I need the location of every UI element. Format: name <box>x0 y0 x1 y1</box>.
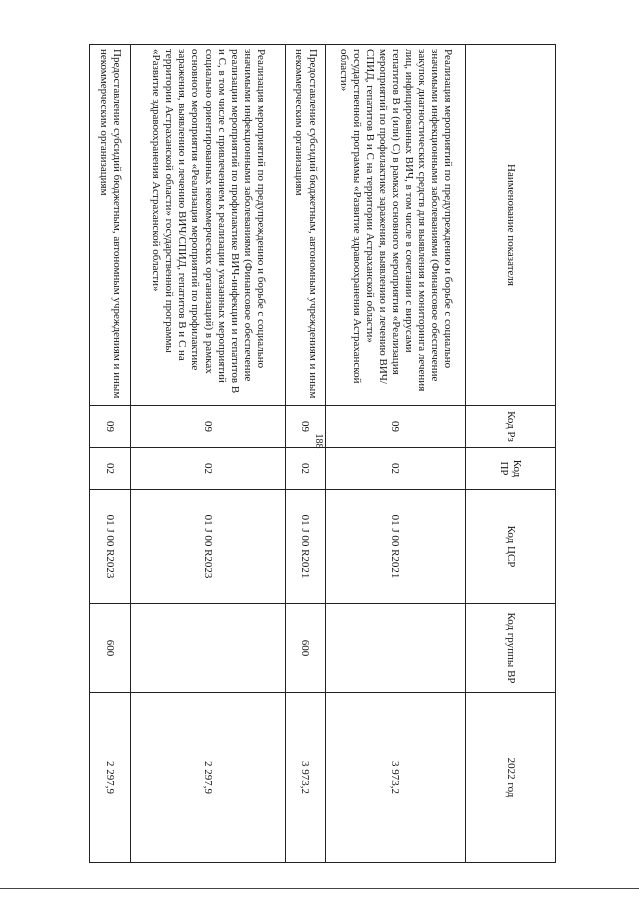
row-code-pr: 02 <box>131 448 286 490</box>
row-name: Реализация мероприятий по предупреждению и борьбе с социально значимыми инфекционными заболеваниями (Финансовое обеспечение реализации мероприятий по профилактике ВИЧ-инфекции и гепатитов В и С, в том числе с привлечением к реализации указанных мероприятий социально ориентированных некоммерческих организаций) в рамках основного мероприятия «Реализация мероприятий по профилактике заражения, выявлению и лечению ВИЧ/СПИД, гепатитов В и С на территории Астраханской области» государственной программы «Развитие здравоохранения Астраханской области» <box>131 45 286 406</box>
row-code-vr: 600 <box>286 604 326 693</box>
row-code-pr: 02 <box>90 448 131 490</box>
row-code-vr <box>326 604 466 693</box>
row-code-rz: 09 <box>326 406 466 448</box>
budget-table <box>89 44 556 863</box>
row-code-csr: 01 J 00 R2021 <box>326 490 466 604</box>
row-amount: 3 973,2 <box>286 693 326 863</box>
row-name: Предоставление субсидий бюджетным, автономным учреждениям и иным некоммерческим организациям <box>90 45 131 406</box>
header-code-rz: Код Рз <box>466 406 556 448</box>
row-code-vr <box>131 604 286 693</box>
row-amount: 3 973,2 <box>326 693 466 863</box>
row-amount: 2 297,9 <box>131 693 286 863</box>
row-code-csr: 01 J 00 R2023 <box>131 490 286 604</box>
row-code-rz: 09 <box>90 406 131 448</box>
table-row <box>326 45 466 863</box>
row-code-rz: 09 <box>286 406 326 448</box>
row-name: Предоставление субсидий бюджетным, автономным учреждениям и иным некоммерческим организациям <box>286 45 326 406</box>
header-code-vr: Код группы ВР <box>466 604 556 693</box>
row-name: Реализация мероприятий по предупреждению и борьбе с социально значимыми инфекционными заболеваниями (Финансовое обеспечение закупок диагностических средств для выявления и мониторинга лечения лиц, инфицированных ВИЧ, в том числе в сочетании с вирусами гепатитов В и (или) С) в рамках основного мероприятия «Реализация мероприятий по профилактике заражения, выявлению и лечению ВИЧ/СПИД, гепатитов В и С на территории Астраханской области» государственной программы «Развитие здравоохранения Астраханской области» <box>326 45 466 406</box>
page-number: 188 <box>313 433 324 449</box>
table-header-row <box>466 45 556 863</box>
row-code-pr: 02 <box>286 448 326 490</box>
header-code-csr: Код ЦСР <box>466 490 556 604</box>
table-row <box>90 45 131 863</box>
row-amount: 2 297,9 <box>90 693 131 863</box>
row-code-csr: 01 J 00 R2021 <box>286 490 326 604</box>
footer-divider <box>0 888 639 889</box>
row-code-pr: 02 <box>326 448 466 490</box>
row-code-rz: 09 <box>131 406 286 448</box>
rotated-table-container <box>90 44 556 862</box>
table-row <box>131 45 286 863</box>
table-row <box>286 45 326 863</box>
row-code-csr: 01 J 00 R2023 <box>90 490 131 604</box>
header-year-2022: 2022 год <box>466 693 556 863</box>
header-code-pr: Код ПР <box>466 448 556 490</box>
row-code-vr: 600 <box>90 604 131 693</box>
header-name: Наименование показателя <box>466 45 556 406</box>
